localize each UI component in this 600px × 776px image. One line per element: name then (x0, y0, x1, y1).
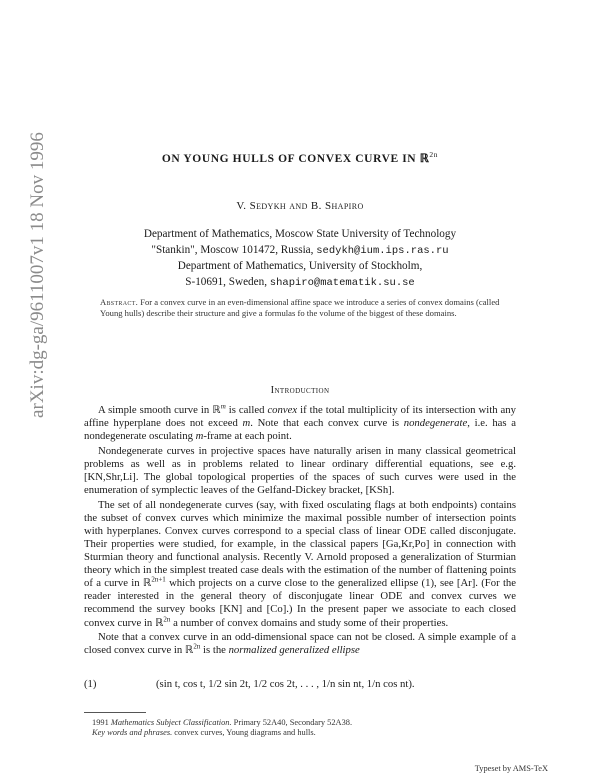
p1-text-e: , i.e. has a nondegenerate osculating (84, 417, 516, 443)
p3-text-c: a number of convex domains and study some of their properties. (170, 616, 449, 629)
keywords-label: Key words and phrases. (92, 728, 173, 738)
footnotes (84, 718, 516, 739)
p1-space-symbol: ℝ (212, 404, 221, 416)
affiliation-line-4-text: S-10691, Sweden, (185, 275, 267, 288)
abstract-label: Abstract. (100, 297, 139, 307)
p4-exponent: 2n (193, 642, 201, 651)
footnote-msc (84, 718, 516, 728)
p4-text-b: is the (200, 644, 229, 657)
email-shapiro[interactable]: shapiro@matematik.su.se (269, 276, 415, 289)
p3-space-symbol-1: ℝ (142, 577, 152, 590)
section-heading-introduction: Introduction (270, 385, 330, 396)
p1-text-b: is called (225, 404, 268, 416)
msc-label: Mathematics Subject Classification. (110, 718, 232, 727)
msc-codes: Primary 52A40, Secondary 52A38. (231, 718, 353, 727)
p3-text-b: which projects on a curve close to the generalized ellipse (1), see [Ar]. (For the reader interested in the general theory of disconjugate linear ODE and convex curves we recommend the survey books [KN] and [Co].) In the present paper we associate to each closed convex curve in (84, 577, 516, 629)
equation-number: (1) (84, 678, 97, 690)
p1-var-m-2: m (195, 430, 204, 443)
affiliation-line-1: Department of Mathematics, Moscow State University of Technology (143, 228, 457, 240)
keywords-list: convex curves, Young diagrams and hulls. (172, 728, 316, 738)
paragraph-1 (84, 404, 516, 443)
p1-text-f: -frame at each point. (203, 430, 292, 443)
footnote-divider (84, 712, 146, 713)
p3-space-symbol-2: ℝ (154, 616, 164, 629)
p1-text-a: A simple smooth curve in (98, 404, 213, 416)
p3-exponent-1: 2n+1 (151, 575, 166, 584)
title-exponent: 2n (429, 150, 439, 159)
paragraph-4 (84, 631, 516, 657)
equation-formula: (sin t, cos t, 1/2 sin 2t, 1/2 cos 2t, . . . , 1/n sin nt, 1/n cos nt). (156, 678, 415, 690)
affiliation-line-4 (80, 275, 520, 292)
abstract (100, 297, 510, 319)
affiliation-line-2 (80, 243, 520, 260)
p1-text-c: if the total multiplicity of its intersection with any affine hyperplane does not exceed (84, 404, 516, 430)
p3-exponent-2: 2n (163, 614, 171, 623)
author-affiliations (80, 227, 520, 291)
paragraph-2: Nondegenerate curves in projective spaces have naturally arisen in many classical geometrical problems as well as in problems related to linear ordinary differential equations, see e.g. [KN,Shr,Li]. The global topological properties of the spaces of such curves were used in the enumeration of symplectic leaves of the Gelfand-Dickey bracket, [KSh]. (84, 444, 516, 497)
introduction-body (84, 404, 516, 659)
p1-text-d: . Note that each convex curve is (250, 417, 404, 430)
p1-definition-convex: convex (267, 404, 298, 416)
affiliation-line-2-text: "Stankin", Moscow 101472, Russia, (151, 243, 314, 256)
abstract-text: For a convex curve in an even-dimensional affine space we introduce a series of convex domains (called Young hulls) describe their structure and give a formulas fo the volume of the biggest of these domains. (100, 297, 500, 318)
title-text: ON YOUNG HULLS OF CONVEX CURVE IN (161, 152, 420, 165)
p3-text-a: The set of all nondegenerate curves (say, with fixed osculating flags at both endpoints) contains the subset of convex curves which minimize the maximal possible number of intersection points with hyperplanes. Convex curves correspond to a special class of linear ODE called disconjugate. Their properties were studied, for example, in the classical papers [Ga,Kr,Po] in connection with Sturmian theory and functional analysis. Recently V. Arnold proposed a generalization of Sturmian theory which in the simplest treated case deals with the estimation of the number of flattening points of a curve in (84, 498, 516, 590)
arxiv-identifier-stamp: arXiv:dg-ga/9611007v1 18 Nov 1996 (27, 132, 48, 418)
paper-authors: V. Sedykh and B. Shapiro (236, 200, 364, 212)
title-space-symbol: ℝ (419, 152, 430, 165)
typeset-credit: Typeset by AMS-TeX (474, 764, 548, 773)
msc-year: 1991 (92, 718, 111, 727)
p1-var-m: m (242, 417, 251, 430)
email-sedykh[interactable]: sedykh@ium.ips.ras.ru (316, 244, 449, 257)
p4-text-a: Note that a convex curve in an odd-dimensional space can not be closed. A simple example of a closed convex curve in (84, 631, 516, 657)
p4-emphasis: normalized generalized ellipse (228, 644, 360, 657)
p4-space-symbol: ℝ (184, 644, 194, 657)
paper-title (60, 150, 540, 165)
footnote-keywords (84, 728, 516, 738)
p1-space-exponent: m (220, 402, 226, 411)
affiliation-line-3: Department of Mathematics, University of Stockholm, (177, 260, 423, 272)
p1-term-nondegenerate: nondegenerate (403, 417, 468, 430)
paragraph-3 (84, 499, 516, 630)
